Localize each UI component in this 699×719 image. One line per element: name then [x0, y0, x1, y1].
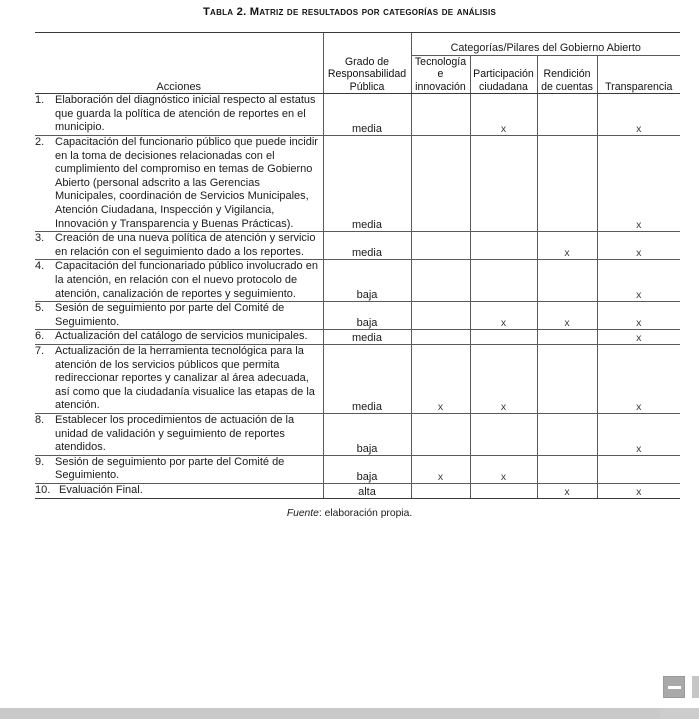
cell-participacion — [470, 136, 537, 232]
cell-transparencia: x — [597, 94, 680, 136]
cell-rendicion: x — [537, 232, 597, 260]
header-transparencia: Transparencia — [597, 55, 680, 94]
row-action-text: Actualización de la herramienta tecnológica para la atención de los servicios públicos que permita redireccionar reportes y canalizar al área adecuada, así como que la ciudadanía visualice las etapas de la atención. — [55, 344, 315, 412]
cell-rendicion: x — [537, 483, 597, 498]
cell-tecnologia: x — [411, 455, 470, 483]
cell-action — [35, 455, 323, 483]
cell-action — [35, 232, 323, 260]
zoom-out-button[interactable] — [663, 676, 685, 698]
cell-tecnologia — [411, 413, 470, 455]
table-row — [35, 413, 680, 455]
cell-transparencia: x — [597, 260, 680, 302]
cell-transparencia: x — [597, 302, 680, 330]
table-row — [35, 136, 680, 232]
source-note — [0, 508, 699, 519]
cell-transparencia: x — [597, 344, 680, 413]
cell-grado-responsabilidad: baja — [323, 413, 411, 455]
cell-rendicion — [537, 330, 597, 345]
cell-rendicion — [537, 94, 597, 136]
table-row — [35, 232, 680, 260]
cell-tecnologia — [411, 330, 470, 345]
row-action-text: Sesión de seguimiento por parte del Comité de Seguimiento. — [55, 455, 285, 482]
header-group-row — [35, 33, 680, 56]
cell-tecnologia — [411, 136, 470, 232]
cell-transparencia: x — [597, 232, 680, 260]
cell-rendicion — [537, 260, 597, 302]
header-acciones: Acciones — [35, 55, 323, 94]
table-row — [35, 330, 680, 345]
source-text: : elaboración propia. — [318, 508, 413, 519]
row-number: 6. — [35, 330, 45, 343]
cell-transparencia: x — [597, 483, 680, 498]
header-group-categorias: Categorías/Pilares del Gobierno Abierto — [411, 33, 680, 56]
cell-participacion — [470, 413, 537, 455]
cell-rendicion: x — [537, 302, 597, 330]
cell-grado-responsabilidad: media — [323, 344, 411, 413]
row-action-text: Establecer los procedimientos de actuación de la unidad de validación y seguimiento de reportes atendidos. — [55, 413, 295, 454]
cell-tecnologia — [411, 302, 470, 330]
table-row — [35, 94, 680, 136]
table-body — [35, 94, 680, 498]
cell-transparencia: x — [597, 413, 680, 455]
row-number: 8. — [35, 413, 45, 426]
header-blank-grado — [323, 33, 411, 56]
cell-participacion — [470, 260, 537, 302]
row-action-text: Capacitación del funcionariado público involucrado en la atención, en relación con el nuevo protocolo de atención, canalización de reportes y seguimiento. — [55, 260, 318, 300]
header-labels-row — [35, 55, 680, 94]
cell-action — [35, 136, 323, 232]
cell-grado-responsabilidad: alta — [323, 483, 411, 498]
cell-tecnologia — [411, 483, 470, 498]
header-tecnologia-innovacion: Tecnología e innovación — [411, 55, 470, 94]
cell-tecnologia — [411, 94, 470, 136]
minus-icon — [668, 686, 681, 689]
cell-transparencia — [597, 455, 680, 483]
table-header — [35, 33, 680, 94]
cell-action — [35, 330, 323, 345]
cell-transparencia: x — [597, 136, 680, 232]
table-row — [35, 302, 680, 330]
source-label: Fuente — [286, 508, 319, 519]
row-action-text: Capacitación del funcionario público que puede incidir en la toma de decisiones relacionadas con el cumplimiento del compromiso en temas de Gobierno Abierto (personal adscrito a las Gerencias Municipales, coordinación de Servicios Municipales, Atención Ciudadana, Inspección y Vigilancia, Innovación y Transparencia y Buenas Prácticas). — [55, 136, 318, 230]
row-action-text: Creación de una nueva política de atención y servicio en relación con el seguimiento dado a los reportes. — [55, 232, 316, 258]
row-number: 10. — [35, 483, 51, 496]
cell-action — [35, 260, 323, 302]
cell-grado-responsabilidad: media — [323, 94, 411, 136]
cell-participacion: x — [470, 302, 537, 330]
table-row — [35, 260, 680, 302]
horizontal-scrollbar[interactable] — [0, 708, 699, 719]
cell-participacion — [470, 330, 537, 345]
cell-action — [35, 344, 323, 413]
cell-grado-responsabilidad: media — [323, 136, 411, 232]
cell-rendicion — [537, 413, 597, 455]
cell-grado-responsabilidad: baja — [323, 260, 411, 302]
table-row — [35, 483, 680, 498]
cell-participacion: x — [470, 344, 537, 413]
row-action-text: Elaboración del diagnóstico inicial respecto al estatus que guarda la política de atención de reportes en el municipio. — [55, 94, 316, 134]
cell-tecnologia — [411, 260, 470, 302]
cell-tecnologia — [411, 232, 470, 260]
row-number: 4. — [35, 260, 45, 273]
header-rendicion-cuentas: Rendición de cuentas — [537, 55, 597, 94]
header-grado-responsabilidad: Grado de Responsabilidad Pública — [323, 55, 411, 94]
cell-grado-responsabilidad: baja — [323, 302, 411, 330]
row-number: 9. — [35, 455, 45, 468]
table-row — [35, 344, 680, 413]
row-action-text: Evaluación Final. — [59, 483, 143, 496]
row-number: 5. — [35, 302, 45, 315]
cell-participacion: x — [470, 455, 537, 483]
page-title: Tabla 2. Matriz de resultados por categorías de análisis — [202, 6, 497, 18]
cell-action — [35, 483, 323, 498]
row-number: 7. — [35, 344, 45, 357]
cell-grado-responsabilidad: media — [323, 330, 411, 345]
header-blank-corner — [35, 33, 323, 56]
scrollbar-thumb[interactable] — [0, 708, 660, 719]
cell-tecnologia: x — [411, 344, 470, 413]
row-action-text: Sesión de seguimiento por parte del Comité de Seguimiento. — [55, 302, 285, 328]
cell-grado-responsabilidad: media — [323, 232, 411, 260]
cell-transparencia: x — [597, 330, 680, 345]
cell-rendicion — [537, 136, 597, 232]
cell-action — [35, 413, 323, 455]
row-number: 2. — [35, 136, 45, 149]
row-number: 1. — [35, 94, 45, 107]
cell-action — [35, 302, 323, 330]
table-row — [35, 455, 680, 483]
viewer-edge-strip — [692, 676, 699, 698]
cell-rendicion — [537, 344, 597, 413]
results-matrix-table — [35, 32, 680, 499]
cell-participacion — [470, 232, 537, 260]
row-action-text: Actualización del catálogo de servicios municipales. — [55, 330, 308, 343]
cell-rendicion — [537, 455, 597, 483]
header-participacion-ciudadana: Participación ciudadana — [470, 55, 537, 94]
cell-action — [35, 94, 323, 136]
cell-grado-responsabilidad: baja — [323, 455, 411, 483]
row-number: 3. — [35, 232, 45, 245]
cell-participacion: x — [470, 94, 537, 136]
cell-participacion — [470, 483, 537, 498]
